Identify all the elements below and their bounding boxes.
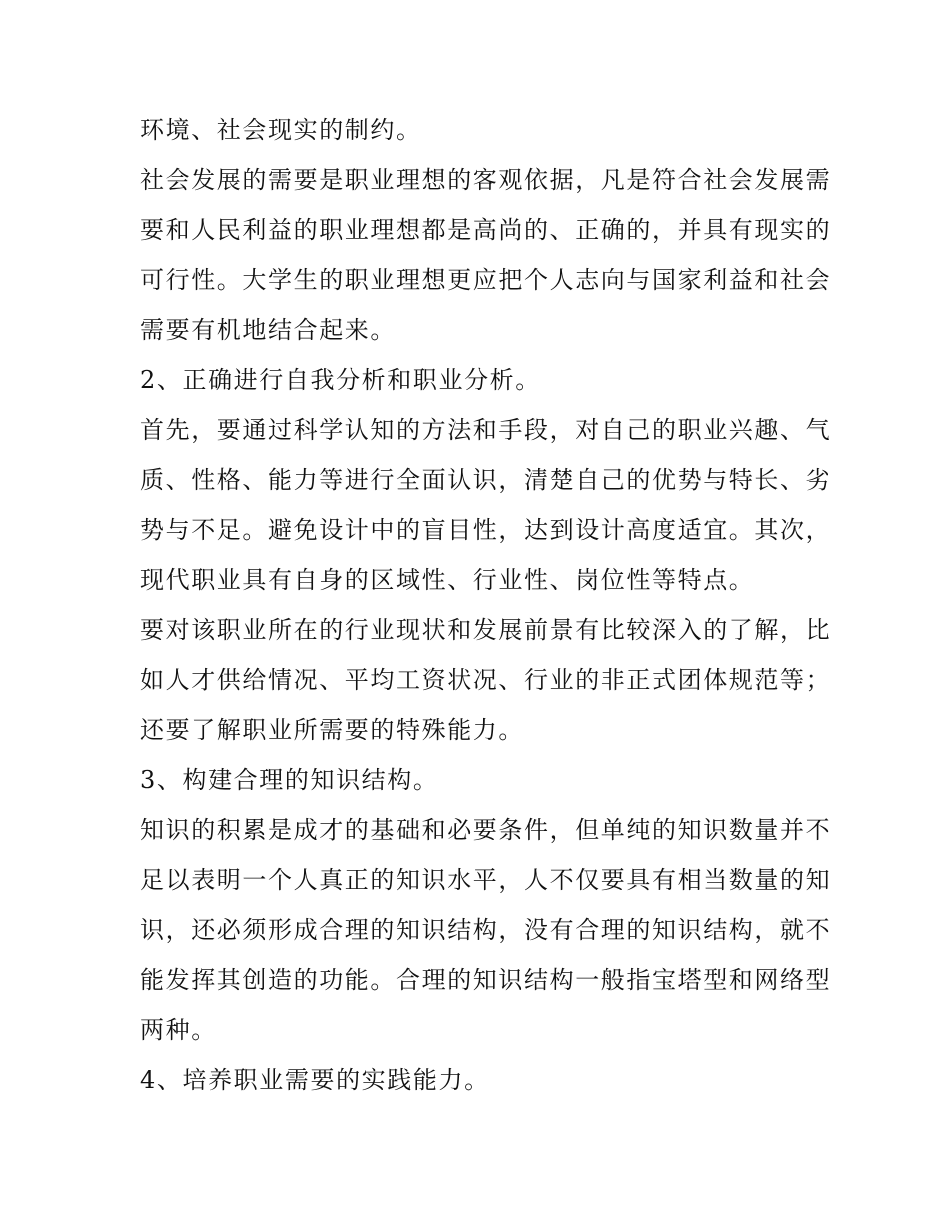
text-line-5: 需要有机地结合起来。 — [140, 316, 396, 344]
text-line-1: 环境、社会现实的制约。 — [140, 116, 422, 144]
text-line-3: 要和人民利益的职业理想都是高尚的、正确的，并具有现实的 — [140, 216, 832, 244]
text-line-7: 首先，要通过科学认知的方法和手段，对自己的职业兴趣、气 — [140, 416, 832, 444]
text-line-15: 知识的积累是成才的基础和必要条件，但单纯的知识数量并不 — [140, 816, 832, 844]
text-line-13: 还要了解职业所需要的特殊能力。 — [140, 716, 524, 744]
text-line-18: 能发挥其创造的功能。合理的知识结构一般指宝塔型和网络型 — [140, 966, 832, 994]
text-line-11: 要对该职业所在的行业现状和发展前景有比较深入的了解，比 — [140, 616, 832, 644]
text-line-10: 现代职业具有自身的区域性、行业性、岗位性等特点。 — [140, 566, 755, 594]
text-line-4: 可行性。大学生的职业理想更应把个人志向与国家利益和社会 — [140, 266, 832, 294]
section-heading-2: 2、正确进行自我分析和职业分析。 — [140, 366, 541, 394]
text-line-12: 如人才供给情况、平均工资状况、行业的非正式团体规范等； — [140, 666, 832, 694]
text-line-17: 识，还必须形成合理的知识结构，没有合理的知识结构，就不 — [140, 916, 832, 944]
text-line-19: 两种。 — [140, 1016, 217, 1044]
section-heading-3: 3、构建合理的知识结构。 — [140, 766, 439, 794]
text-line-2: 社会发展的需要是职业理想的客观依据，凡是符合社会发展需 — [140, 166, 832, 194]
text-line-8: 质、性格、能力等进行全面认识，清楚自己的优势与特长、劣 — [140, 466, 832, 494]
text-line-9: 势与不足。避免设计中的盲目性，达到设计高度适宜。其次， — [140, 516, 832, 544]
text-line-16: 足以表明一个人真正的知识水平，人不仅要具有相当数量的知 — [140, 866, 832, 894]
section-heading-4: 4、培养职业需要的实践能力。 — [140, 1066, 490, 1094]
